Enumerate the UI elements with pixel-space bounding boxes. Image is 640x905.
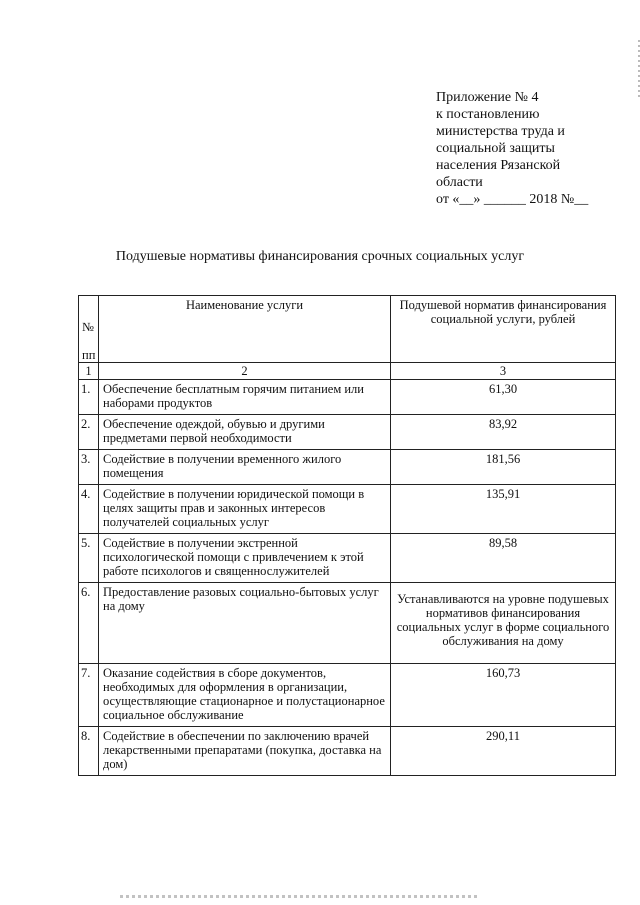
row-service: Обеспечение бесплатным горячим питанием или наборами продуктов	[99, 380, 391, 415]
table-row	[79, 380, 616, 415]
document-title: Подушевые нормативы финансирования срочных социальных услуг	[115, 249, 525, 264]
header-number-cell	[79, 296, 99, 363]
header-number-label: №	[82, 320, 94, 334]
row-number: 4.	[79, 485, 99, 534]
table-row	[79, 450, 616, 485]
row-service: Содействие в получении экстренной психологической помощи с привлечением к этой работе психологов и священнослужителей	[99, 534, 391, 583]
appendix-block	[436, 89, 626, 208]
row-service: Содействие в получении временного жилого помещения	[99, 450, 391, 485]
numbering-cell: 3	[391, 363, 616, 380]
row-service: Содействие в получении юридической помощи в целях защиты прав и законных интересов получателей социальных услуг	[99, 485, 391, 534]
header-service: Наименование услуги	[99, 296, 391, 363]
row-value: Устанавливаются на уровне подушевых нормативов финансирования социальных услуг в форме социального обслуживания на дому	[391, 583, 616, 664]
table-row	[79, 664, 616, 727]
table-row	[79, 485, 616, 534]
header-number-sublabel: пп	[82, 348, 96, 362]
row-value: 160,73	[391, 664, 616, 727]
appendix-line: к постановлению	[436, 107, 540, 122]
numbering-row	[79, 363, 616, 380]
row-number: 3.	[79, 450, 99, 485]
row-value: 83,92	[391, 415, 616, 450]
appendix-line: от «__» ______ 2018 №__	[436, 192, 589, 207]
numbering-cell: 2	[99, 363, 391, 380]
row-number: 1.	[79, 380, 99, 415]
appendix-line: министерства труда и	[436, 124, 565, 139]
appendix-line: области	[436, 175, 483, 190]
table-row	[79, 583, 616, 664]
table-row	[79, 727, 616, 776]
services-table	[78, 295, 616, 776]
header-norm: Подушевой норматив финансирования социальной услуги, рублей	[391, 296, 616, 363]
row-service: Оказание содействия в сборе документов, необходимых для оформления в организации, осуществляющие стационарное и полустационарное социальное обслуживание	[99, 664, 391, 727]
row-value: 290,11	[391, 727, 616, 776]
row-number: 6.	[79, 583, 99, 664]
row-number: 8.	[79, 727, 99, 776]
row-value: 89,58	[391, 534, 616, 583]
row-service: Предоставление разовых социально-бытовых услуг на дому	[99, 583, 391, 664]
table-row	[79, 534, 616, 583]
numbering-cell: 1	[79, 363, 99, 380]
table-row	[79, 415, 616, 450]
row-number: 2.	[79, 415, 99, 450]
appendix-line: социальной защиты	[436, 141, 555, 156]
appendix-line: населения Рязанской	[436, 158, 561, 173]
row-number: 5.	[79, 534, 99, 583]
row-number: 7.	[79, 664, 99, 727]
scan-artifact	[120, 895, 480, 898]
row-service: Обеспечение одеждой, обувью и другими предметами первой необходимости	[99, 415, 391, 450]
row-value: 181,56	[391, 450, 616, 485]
table-header-row	[79, 296, 616, 363]
appendix-line: Приложение № 4	[436, 90, 539, 105]
row-service: Содействие в обеспечении по заключению врачей лекарственными препаратами (покупка, доставка на дом)	[99, 727, 391, 776]
row-value: 135,91	[391, 485, 616, 534]
row-value: 61,30	[391, 380, 616, 415]
